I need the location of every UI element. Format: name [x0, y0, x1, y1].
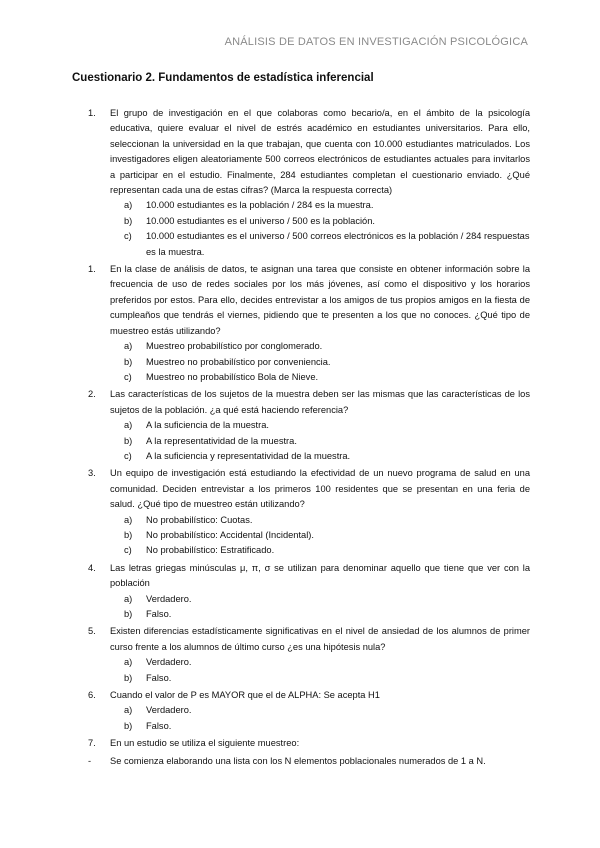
question-list [88, 106, 530, 769]
option-text: Falso. [146, 609, 172, 619]
option-text: Muestreo no probabilístico Bola de Nieve. [146, 371, 319, 382]
question-body [110, 466, 530, 558]
question-item [88, 387, 530, 464]
option-letter: b) [124, 529, 133, 540]
dash-bullet: - [88, 755, 92, 766]
question-text: Las letras griegas minúsculas μ, π, σ se utilizan para denominar aquello que tiene que ver con la población [110, 562, 530, 589]
answer-option [124, 528, 530, 543]
question-item [88, 466, 530, 558]
question-item [88, 736, 530, 751]
question-body [110, 262, 530, 385]
question-text: El grupo de investigación en el que colaboras como becario/a, en el ámbito de la psicología educativa, quiere evaluar el nivel de estrés académico en estudiantes universitarios. Para ello, seleccionan la universidad en la que trabajan, que cuenta con 10.000 estudiantes matriculados. Los investigadores eligen aleatoriamente 500 correos electrónicos de estudiantes actuales para invitarlos a participar en el estudio. Finalmente, 284 estudiantes completan el cuestionario enviado. ¿Qué representan cada una de estas cifras? (Marca la respuesta correcta) [110, 108, 530, 196]
answer-option [124, 719, 530, 734]
answer-option [124, 703, 530, 718]
option-letter: a) [124, 705, 133, 716]
option-text: 10.000 estudiantes es la población / 284 es la muestra. [146, 200, 374, 211]
question-item [88, 262, 530, 385]
option-text: No probabilístico: Estratificado. [146, 545, 275, 556]
answer-option [124, 229, 530, 260]
answer-option [124, 592, 530, 607]
option-letter: b) [124, 356, 133, 367]
question-text: Las características de los sujetos de la muestra deben ser las mismas que las características de los sujetos de la población. ¿a qué está haciendo referencia? [110, 389, 530, 415]
option-letter: a) [124, 341, 133, 352]
answer-option [124, 214, 530, 229]
option-text: 10.000 estudiantes es el universo / 500 es la población. [146, 215, 375, 226]
question-text: Existen diferencias estadísticamente significativas en el nivel de ansiedad de los alumnos de primer curso frente a los alumnos de último curso ¿es una hipótesis nula? [110, 626, 530, 652]
option-text: No probabilístico: Accidental (Incidental). [146, 529, 314, 540]
question-body [110, 688, 530, 734]
answer-options [110, 339, 530, 385]
option-text: A la suficiencia de la muestra. [146, 420, 269, 431]
question-body [110, 106, 530, 260]
answer-option [124, 671, 530, 686]
question-item [88, 106, 530, 260]
option-text: Verdadero. [146, 705, 192, 716]
option-text: Falso. [146, 720, 172, 731]
answer-option [124, 339, 530, 354]
answer-option [124, 198, 530, 213]
question-number: 4. [88, 562, 96, 573]
question-text: Cuando el valor de P es MAYOR que el de ALPHA: Se acepta H1 [110, 690, 380, 701]
dash-list-item [88, 754, 530, 769]
question-number: 5. [88, 626, 96, 637]
answer-option [124, 370, 530, 385]
question-number: 1. [88, 264, 96, 275]
page-title: Cuestionario 2. Fundamentos de estadística inferencial [72, 72, 374, 84]
option-letter: a) [124, 657, 133, 668]
option-letter: c) [124, 545, 132, 556]
option-letter: a) [124, 200, 133, 211]
answer-option [124, 513, 530, 528]
question-body [110, 624, 530, 686]
answer-option [124, 543, 530, 558]
option-text: A la representatividad de la muestra. [146, 435, 297, 446]
option-letter: b) [124, 720, 133, 731]
option-text: Muestreo probabilístico por conglomerado. [146, 341, 323, 352]
question-body [110, 387, 530, 464]
answer-option [124, 418, 530, 433]
option-letter: b) [124, 435, 133, 446]
question-number: 2. [88, 389, 96, 400]
option-letter: a) [124, 593, 133, 604]
answer-options [110, 418, 530, 464]
answer-options [110, 198, 530, 260]
option-letter: b) [124, 609, 133, 619]
question-item [88, 624, 530, 686]
question-item [88, 561, 530, 623]
option-text: A la suficiencia y representatividad de la muestra. [146, 450, 351, 461]
answer-option [124, 355, 530, 370]
option-letter: a) [124, 420, 133, 431]
option-letter: a) [124, 514, 133, 525]
option-text: Verdadero. [146, 593, 192, 604]
question-number: 1. [88, 108, 96, 118]
answer-options [110, 592, 530, 623]
question-item [88, 688, 530, 734]
option-letter: b) [124, 672, 133, 683]
answer-option [124, 655, 530, 670]
question-text: En la clase de análisis de datos, te asignan una tarea que consiste en obtener información sobre la frecuencia de uso de redes sociales por los más jóvenes, así como el dispositivo y los horarios preferidos por estos. Para ello, decides entrevistar a los amigos de tus propios amigos en la fiesta de cumpleaños que tendrás el viernes, pidiendo que te presenten a los que no conoces. ¿Qué tipo de muestreo estás utilizando? [110, 264, 530, 336]
option-text: Verdadero. [146, 657, 192, 668]
answer-option [124, 607, 530, 622]
running-header: ANÁLISIS DE DATOS EN INVESTIGACIÓN PSICOLÓGICA [224, 36, 528, 48]
option-letter: c) [124, 231, 132, 242]
answer-option [124, 434, 530, 449]
dash-text: Se comienza elaborando una lista con los N elementos poblacionales numerados de 1 a N. [110, 755, 486, 766]
option-text: Falso. [146, 672, 172, 683]
question-body [110, 561, 530, 623]
question-number: 7. [88, 738, 96, 749]
option-letter: b) [124, 215, 133, 226]
question-number: 3. [88, 468, 96, 479]
question-body [110, 736, 530, 751]
answer-options [110, 703, 530, 734]
question-text: Un equipo de investigación está estudiando la efectividad de un nuevo programa de salud en una comunidad. Deciden entrevistar a los primeros 100 residentes que se presentan en una feria de salud. ¿Qué tipo de muestreo están utilizando? [110, 468, 530, 510]
option-letter: c) [124, 450, 132, 461]
option-letter: c) [124, 371, 132, 382]
answer-options [110, 655, 530, 686]
option-text: 10.000 estudiantes es el universo / 500 correos electrónicos es la población / 284 respuestas es la muestra. [146, 231, 530, 257]
answer-option [124, 449, 530, 464]
option-text: No probabilístico: Cuotas. [146, 514, 253, 525]
option-text: Muestreo no probabilístico por conveniencia. [146, 356, 331, 367]
question-number: 6. [88, 690, 96, 701]
question-text: En un estudio se utiliza el siguiente muestreo: [110, 738, 300, 749]
answer-options [110, 513, 530, 559]
